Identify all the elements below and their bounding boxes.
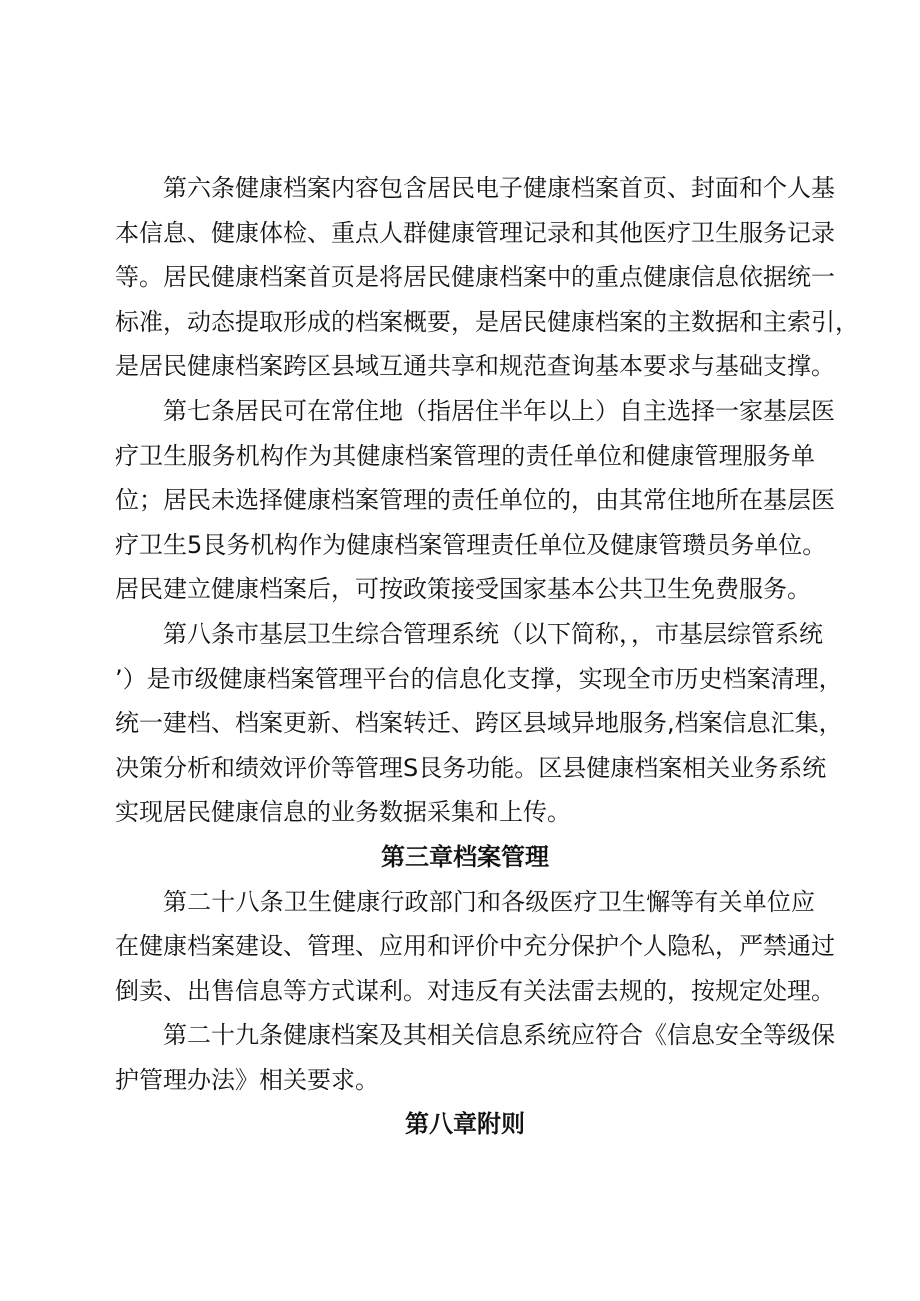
document-body: [115, 166, 859, 1147]
article-29-paragraph: [115, 1013, 835, 1102]
paragraph-line: 统一建档、档案更新、档案转迁、跨区县域异地服务,档案信息汇集，: [115, 709, 843, 738]
paragraph-line: 在健康档案建设、管理、应用和评价中充分保护个人隐私，严禁通过: [115, 932, 835, 961]
paragraph-line: 实现居民健康信息的业务数据采集和上传。: [115, 798, 571, 827]
article-8-paragraph: [115, 612, 843, 835]
chapter-3-heading: 第三章档案管理: [381, 842, 549, 871]
paragraph-line: 等。居民健康档案首页是将居民健康档案中的重点健康信息依据统一: [115, 263, 835, 292]
paragraph-line: 位；居民未选择健康档案管理的责任单位的，由其常住地所在基层医: [115, 486, 835, 515]
paragraph-line: 倒卖、出售信息等方式谋利。对违反有关法雷去规的，按规定处理。: [115, 976, 835, 1005]
article-28-paragraph: [115, 880, 835, 1014]
chapter-8-heading: 第八章附则: [405, 1110, 525, 1139]
paragraph-line: 决策分析和绩效评价等管理S艮务功能。区县健康档案相关业务系统: [115, 753, 827, 782]
paragraph-line: 第二十九条健康档案及其相关信息系统应符合《信息安全等级保: [163, 1021, 835, 1050]
article-6-paragraph: [115, 166, 859, 389]
paragraph-line: 第八条市基层卫生综合管理系统（以下简称，，市基层综管系统: [163, 619, 823, 648]
paragraph-line: 第六条健康档案内容包含居民电子健康档案首页、封面和个人基: [163, 174, 835, 202]
paragraph-line: 居民建立健康档案后，可按政策接受国家基本公共卫生免费服务。: [115, 575, 811, 604]
paragraph-line: 护管理办法》相关要求。: [115, 1065, 379, 1094]
paragraph-line: 第二十八条卫生健康行政部门和各级医疗卫生懈等有关单位应: [163, 887, 815, 916]
paragraph-line: 本信息、健康体检、重点人群健康管理记录和其他医疗卫生服务记录: [115, 218, 835, 247]
article-7-paragraph: [115, 389, 835, 612]
paragraph-line: 第七条居民可在常住地（指居住半年以上）自主选择一家基层医: [163, 396, 835, 425]
paragraph-line: 标准，动态提取形成的档案概要，是居民健康档案的主数据和主索引，: [115, 307, 859, 336]
paragraph-line: 是居民健康档案跨区县域互通共享和规范查询基本要求与基础支撑。: [115, 352, 835, 381]
paragraph-line: ’）是市级健康档案管理平台的信息化支撑，实现全市历史档案清理，: [115, 664, 843, 693]
paragraph-line: 疗卫生服务机构作为其健康档案管理的责任单位和健康管理服务单: [115, 441, 815, 470]
paragraph-line: 疗卫生5艮务机构作为健康档案管理责任单位及健康管瓒员务单位。: [115, 530, 827, 559]
